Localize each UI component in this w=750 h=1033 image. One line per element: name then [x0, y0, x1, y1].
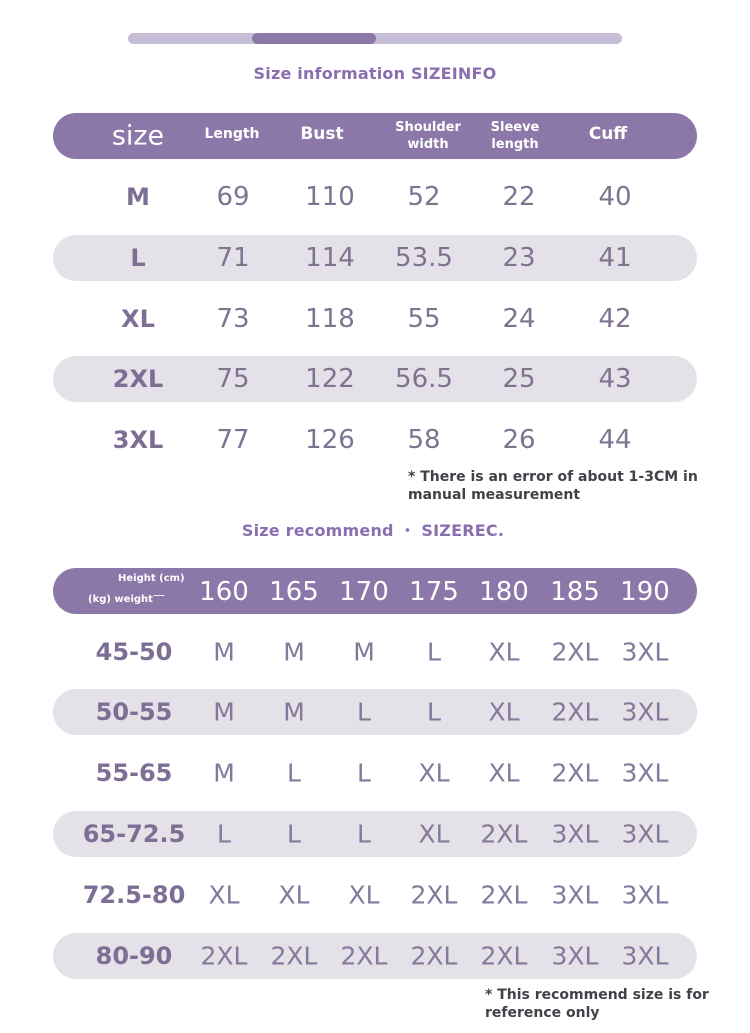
- corner-weight-label: (kg) weight: [88, 594, 153, 605]
- recommended-size-cell: M: [353, 637, 375, 667]
- recommended-size-cell: L: [427, 697, 441, 727]
- measurement-cell: 77: [216, 425, 250, 455]
- recommend-note-line2: reference only: [485, 1005, 600, 1021]
- measurement-cell: 114: [305, 243, 355, 273]
- measurement-cell: 41: [598, 243, 632, 273]
- recommended-size-cell: L: [287, 758, 301, 788]
- measurement-cell: 25: [502, 364, 536, 394]
- recommended-size-cell: XL: [418, 819, 450, 849]
- measurement-cell: 126: [305, 425, 355, 455]
- measurement-cell: 56.5: [395, 364, 453, 394]
- recommended-size-cell: 3XL: [551, 880, 599, 910]
- recommended-size-cell: 2XL: [551, 697, 599, 727]
- recommended-size-cell: M: [283, 637, 305, 667]
- recommended-size-cell: XL: [348, 880, 380, 910]
- height-header: 190: [620, 577, 670, 607]
- recommended-size-cell: L: [357, 697, 371, 727]
- measurement-cell: 40: [598, 182, 632, 212]
- measurement-cell: 69: [216, 182, 250, 212]
- progress-track: [128, 33, 622, 44]
- recommended-size-cell: 3XL: [551, 819, 599, 849]
- recommended-size-cell: XL: [418, 758, 450, 788]
- recommended-size-cell: 3XL: [621, 758, 669, 788]
- height-header: 165: [269, 577, 319, 607]
- recommended-size-cell: 2XL: [480, 819, 528, 849]
- size-recommend-title: Size recommend ・ SIZEREC.: [241, 521, 505, 540]
- measurement-cell: 110: [305, 182, 355, 212]
- recommended-size-cell: M: [213, 697, 235, 727]
- measurement-cell: 118: [305, 304, 355, 334]
- header-shoulder-width: Shoulder width: [395, 120, 461, 152]
- recommended-size-cell: XL: [488, 637, 520, 667]
- recommended-size-cell: M: [283, 697, 305, 727]
- weight-label: 50-55: [95, 698, 173, 726]
- recommended-size-cell: L: [287, 819, 301, 849]
- size-label: 2XL: [112, 365, 164, 393]
- recommend-note: [485, 986, 709, 1022]
- recommended-size-cell: XL: [488, 758, 520, 788]
- recommended-size-cell: L: [217, 819, 231, 849]
- recommended-size-cell: 2XL: [340, 941, 388, 971]
- weight-label: 80-90: [95, 942, 173, 970]
- measurement-cell: 22: [502, 182, 536, 212]
- recommended-size-cell: 2XL: [480, 880, 528, 910]
- recommended-size-cell: 2XL: [270, 941, 318, 971]
- size-info-title: Size information SIZEINFO: [253, 64, 497, 83]
- height-header: 175: [409, 577, 459, 607]
- recommended-size-cell: 3XL: [621, 697, 669, 727]
- recommended-size-cell: 2XL: [410, 880, 458, 910]
- height-header: 185: [550, 577, 600, 607]
- recommended-size-cell: XL: [488, 697, 520, 727]
- corner-dash: —: [153, 588, 165, 602]
- recommend-note-line1: * This recommend size is for: [485, 987, 709, 1003]
- recommended-size-cell: XL: [278, 880, 310, 910]
- measurement-cell: 73: [216, 304, 250, 334]
- header-sleeve-length: Sleeve length: [490, 120, 540, 152]
- measurement-note-line1: * There is an error of about 1-3CM in: [408, 469, 698, 485]
- weight-label: 72.5-80: [82, 881, 186, 909]
- measurement-cell: 71: [216, 243, 250, 273]
- height-header: 170: [339, 577, 389, 607]
- recommended-size-cell: 2XL: [551, 758, 599, 788]
- measurement-cell: 58: [407, 425, 441, 455]
- weight-label: 65-72.5: [82, 820, 186, 848]
- header-length: Length: [204, 126, 260, 142]
- recommended-size-cell: M: [213, 637, 235, 667]
- height-header: 160: [199, 577, 249, 607]
- size-label: L: [130, 244, 146, 272]
- measurement-cell: 55: [407, 304, 441, 334]
- measurement-cell: 44: [598, 425, 632, 455]
- weight-label: 55-65: [95, 759, 173, 787]
- measurement-cell: 52: [407, 182, 441, 212]
- recommended-size-cell: M: [213, 758, 235, 788]
- size-recommend-header: [53, 568, 697, 614]
- recommended-size-cell: 3XL: [621, 637, 669, 667]
- recommended-size-cell: 2XL: [551, 637, 599, 667]
- recommended-size-cell: 3XL: [621, 941, 669, 971]
- measurement-cell: 24: [502, 304, 536, 334]
- measurement-cell: 122: [305, 364, 355, 394]
- measurement-note: [408, 468, 698, 504]
- size-label: M: [126, 183, 150, 211]
- recommended-size-cell: 2XL: [480, 941, 528, 971]
- measurement-note-line2: manual measurement: [408, 487, 581, 503]
- size-label: XL: [121, 305, 155, 333]
- recommended-size-cell: 3XL: [551, 941, 599, 971]
- recommended-size-cell: 2XL: [410, 941, 458, 971]
- recommended-size-cell: XL: [208, 880, 240, 910]
- measurement-cell: 23: [502, 243, 536, 273]
- recommended-size-cell: 2XL: [200, 941, 248, 971]
- size-info-header: [53, 113, 697, 159]
- height-header: 180: [479, 577, 529, 607]
- corner-height-label: Height (cm): [118, 573, 185, 584]
- header-cuff: Cuff: [588, 124, 628, 144]
- recommended-size-cell: 3XL: [621, 880, 669, 910]
- size-label: 3XL: [112, 426, 164, 454]
- recommended-size-cell: L: [357, 758, 371, 788]
- measurement-cell: 42: [598, 304, 632, 334]
- recommended-size-cell: 3XL: [621, 819, 669, 849]
- measurement-cell: 43: [598, 364, 632, 394]
- measurement-cell: 26: [502, 425, 536, 455]
- header-bust: Bust: [300, 124, 344, 144]
- measurement-cell: 75: [216, 364, 250, 394]
- recommended-size-cell: L: [357, 819, 371, 849]
- measurement-cell: 53.5: [395, 243, 453, 273]
- header-size: size: [111, 120, 165, 152]
- progress-fill: [252, 33, 376, 44]
- recommended-size-cell: L: [427, 637, 441, 667]
- weight-label: 45-50: [95, 638, 173, 666]
